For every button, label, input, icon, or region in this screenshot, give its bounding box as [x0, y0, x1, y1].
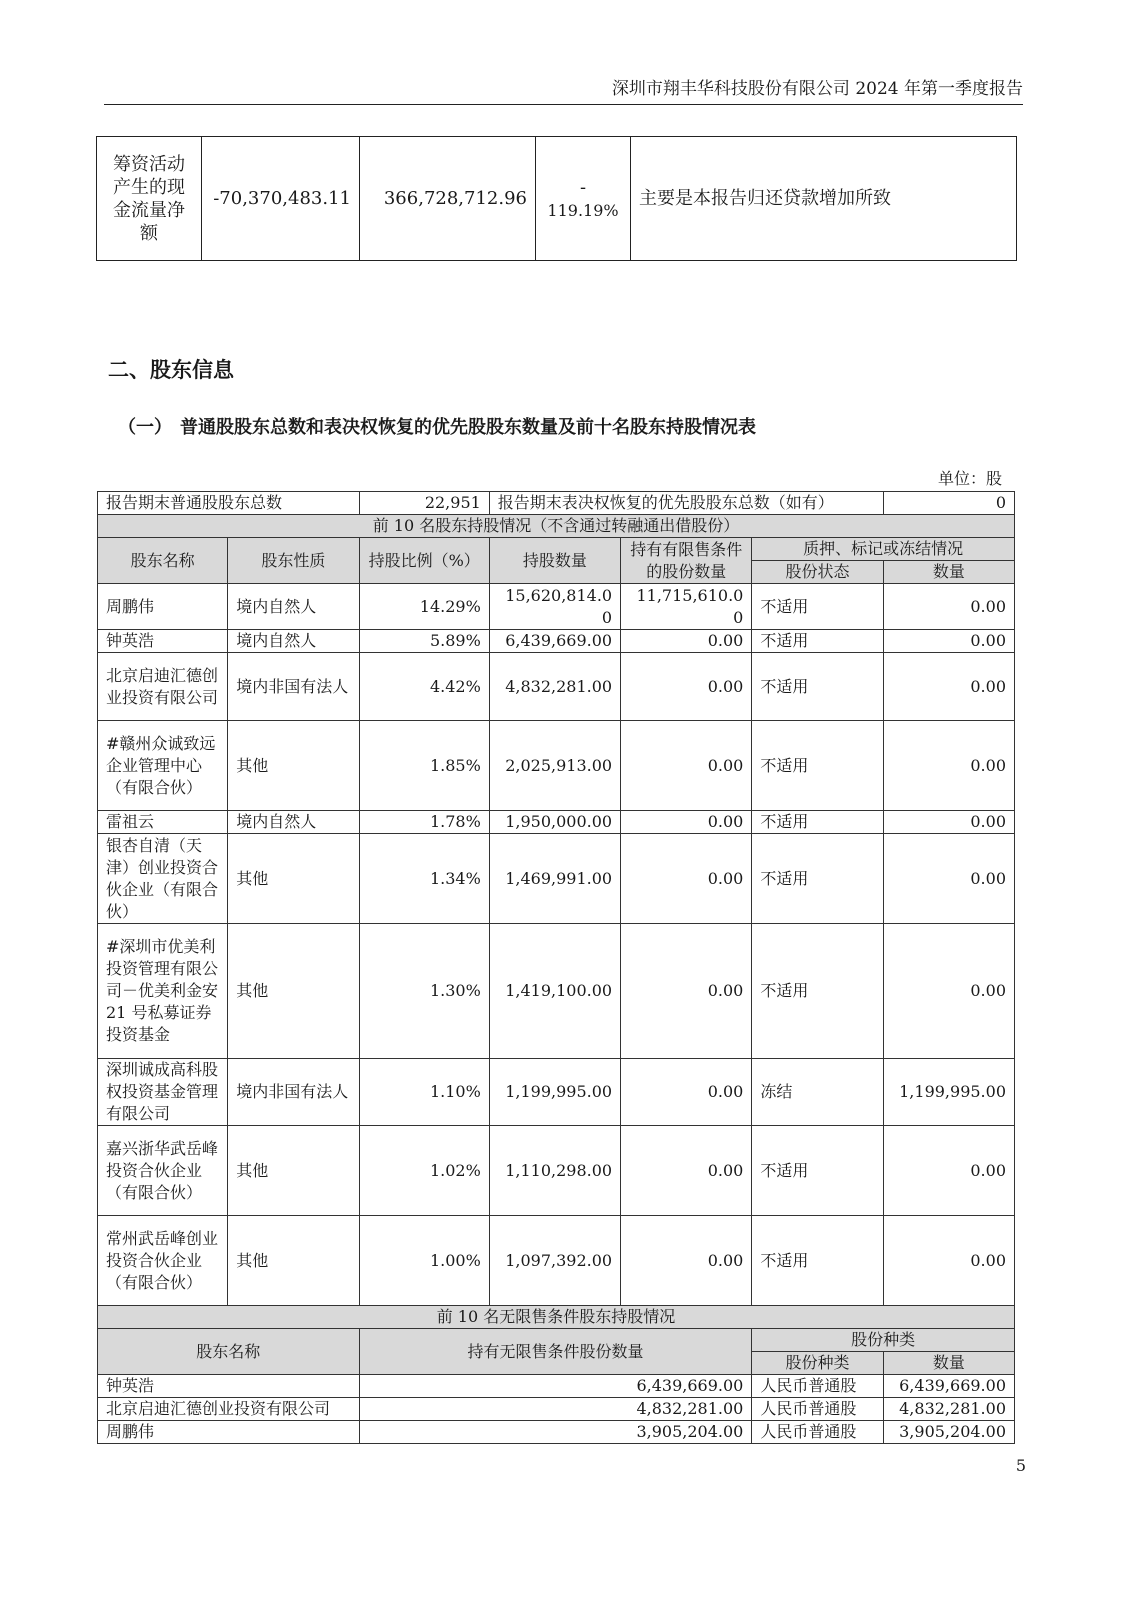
- holder-nature: 境内自然人: [228, 811, 359, 834]
- holder-qty: 0.00: [883, 834, 1014, 924]
- shareholder-table: [97, 491, 1015, 1444]
- table-row: [98, 1306, 1015, 1329]
- holder-name: 钟英浩: [98, 630, 228, 653]
- table-row: [98, 653, 1015, 721]
- col-header-restricted: 持有有限售条件的股份数量: [621, 538, 752, 584]
- holder-restricted: 0.00: [621, 834, 752, 924]
- col-header-shares: 持股数量: [489, 538, 620, 584]
- holder-shares: 1,199,995.00: [489, 1059, 620, 1126]
- holder-shares: 6,439,669.00: [359, 1375, 752, 1398]
- table-row: [98, 1329, 1015, 1352]
- pref-holders-value: 0: [883, 492, 1014, 515]
- holder-nature: 境内非国有法人: [228, 653, 359, 721]
- holder-status: 不适用: [752, 630, 883, 653]
- holder-restricted: 0.00: [621, 721, 752, 811]
- col-header-pledge: 质押、标记或冻结情况: [752, 538, 1015, 561]
- holder-nature: 境内自然人: [228, 584, 359, 630]
- holder-share-type: 人民币普通股: [752, 1398, 883, 1421]
- table-row: [97, 137, 1017, 261]
- col-header-qty: 数量: [883, 1352, 1014, 1375]
- holder-restricted: 11,715,610.00: [621, 584, 752, 630]
- holder-ratio: 1.85%: [359, 721, 489, 811]
- table-row: [98, 515, 1015, 538]
- holder-shares: 3,905,204.00: [359, 1421, 752, 1444]
- col-header-name: 股东名称: [98, 538, 228, 584]
- holder-share-type: 人民币普通股: [752, 1375, 883, 1398]
- holder-shares: 4,832,281.00: [489, 653, 620, 721]
- cashflow-current: -70,370,483.11: [202, 137, 360, 261]
- holder-qty: 0.00: [883, 721, 1014, 811]
- col-header-type: 股份种类: [752, 1352, 883, 1375]
- common-holders-label: 报告期末普通股股东总数: [98, 492, 360, 515]
- table-row: [98, 1398, 1015, 1421]
- holder-qty: 0.00: [883, 653, 1014, 721]
- table-row: [98, 630, 1015, 653]
- holder-restricted: 0.00: [621, 811, 752, 834]
- holder-ratio: 1.00%: [359, 1216, 489, 1306]
- holder-qty: 0.00: [883, 584, 1014, 630]
- holder-shares: 15,620,814.00: [489, 584, 620, 630]
- holder-qty: 0.00: [883, 811, 1014, 834]
- holder-nature: 境内自然人: [228, 630, 359, 653]
- holder-qty: 6,439,669.00: [883, 1375, 1014, 1398]
- holder-qty: 4,832,281.00: [883, 1398, 1014, 1421]
- holder-status: 不适用: [752, 653, 883, 721]
- holder-nature: 其他: [228, 834, 359, 924]
- col-header-status: 股份状态: [752, 561, 883, 584]
- holder-qty: 1,199,995.00: [883, 1059, 1014, 1126]
- top10-title: 前 10 名股东持股情况（不含通过转融通出借股份）: [98, 515, 1015, 538]
- holder-nature: 其他: [228, 1216, 359, 1306]
- holder-name: 银杏自清（天津）创业投资合伙企业（有限合伙）: [98, 834, 228, 924]
- page-number: 5: [1015, 1456, 1026, 1475]
- holder-status: 不适用: [752, 924, 883, 1059]
- cashflow-item: 筹资活动产生的现金流量净额: [97, 137, 202, 261]
- holder-status: 不适用: [752, 1126, 883, 1216]
- holder-nature: 其他: [228, 924, 359, 1059]
- holder-qty: 3,905,204.00: [883, 1421, 1014, 1444]
- holder-name: 钟英浩: [98, 1375, 360, 1398]
- holder-status: 不适用: [752, 721, 883, 811]
- change-sign: -: [579, 176, 587, 198]
- table-row: [98, 584, 1015, 630]
- holder-shares: 1,469,991.00: [489, 834, 620, 924]
- holder-share-type: 人民币普通股: [752, 1421, 883, 1444]
- holder-ratio: 14.29%: [359, 584, 489, 630]
- table-row: [98, 811, 1015, 834]
- subsection-number: （一）: [118, 417, 172, 438]
- holder-restricted: 0.00: [621, 630, 752, 653]
- cashflow-table: [96, 136, 1017, 261]
- holder-shares: 1,950,000.00: [489, 811, 620, 834]
- table-row: [98, 1421, 1015, 1444]
- holder-name: 常州武岳峰创业投资合伙企业（有限合伙）: [98, 1216, 228, 1306]
- col-header-name: 股东名称: [98, 1329, 360, 1375]
- col-header-nature: 股东性质: [228, 538, 359, 584]
- table-row: [98, 1126, 1015, 1216]
- holder-name: #深圳市优美利投资管理有限公司－优美利金安 21 号私募证券投资基金: [98, 924, 228, 1059]
- table-row: [98, 721, 1015, 811]
- holder-name: 嘉兴浙华武岳峰投资合伙企业（有限合伙）: [98, 1126, 228, 1216]
- table-row: [98, 1375, 1015, 1398]
- holder-status: 冻结: [752, 1059, 883, 1126]
- page-header: [104, 78, 1023, 105]
- holder-restricted: 0.00: [621, 1059, 752, 1126]
- holder-status: 不适用: [752, 1216, 883, 1306]
- holder-nature: 境内非国有法人: [228, 1059, 359, 1126]
- holder-restricted: 0.00: [621, 653, 752, 721]
- common-holders-value: 22,951: [359, 492, 489, 515]
- holder-ratio: 1.34%: [359, 834, 489, 924]
- holder-shares: 6,439,669.00: [489, 630, 620, 653]
- table-row: [98, 834, 1015, 924]
- change-value: 119.19%: [547, 200, 619, 220]
- table-row: [98, 492, 1015, 515]
- holder-nature: 其他: [228, 721, 359, 811]
- holder-ratio: 4.42%: [359, 653, 489, 721]
- table-row: [98, 1216, 1015, 1306]
- unit-label: 单位：股: [937, 469, 1002, 488]
- holder-nature: 其他: [228, 1126, 359, 1216]
- col-header-ratio: 持股比例（%）: [359, 538, 489, 584]
- report-title: 深圳市翔丰华科技股份有限公司 2024 年第一季度报告: [611, 79, 1023, 99]
- holder-qty: 0.00: [883, 1216, 1014, 1306]
- cashflow-prior: 366,728,712.96: [360, 137, 536, 261]
- holder-ratio: 1.10%: [359, 1059, 489, 1126]
- holder-name: 周鹏伟: [98, 1421, 360, 1444]
- holder-ratio: 1.78%: [359, 811, 489, 834]
- holder-restricted: 0.00: [621, 1126, 752, 1216]
- subsection-text: 普通股股东总数和表决权恢复的优先股股东数量及前十名股东持股情况表: [180, 417, 756, 438]
- holder-ratio: 1.30%: [359, 924, 489, 1059]
- holder-ratio: 1.02%: [359, 1126, 489, 1216]
- table-row: [98, 924, 1015, 1059]
- holder-name: 雷祖云: [98, 811, 228, 834]
- holder-qty: 0.00: [883, 630, 1014, 653]
- cashflow-change: [536, 137, 631, 261]
- pref-holders-label: 报告期末表决权恢复的优先股股东总数（如有）: [489, 492, 883, 515]
- section-title: 二、股东信息: [108, 357, 234, 382]
- holder-ratio: 5.89%: [359, 630, 489, 653]
- col-header-qty: 数量: [883, 561, 1014, 584]
- holder-name: 北京启迪汇德创业投资有限公司: [98, 1398, 360, 1421]
- cashflow-reason: 主要是本报告归还贷款增加所致: [631, 137, 1017, 261]
- holder-name: 北京启迪汇德创业投资有限公司: [98, 653, 228, 721]
- holder-shares: 1,419,100.00: [489, 924, 620, 1059]
- holder-qty: 0.00: [883, 1126, 1014, 1216]
- holder-restricted: 0.00: [621, 1216, 752, 1306]
- unrestricted-title: 前 10 名无限售条件股东持股情况: [98, 1306, 1015, 1329]
- holder-shares: 1,110,298.00: [489, 1126, 620, 1216]
- holder-restricted: 0.00: [621, 924, 752, 1059]
- col-header-kind: 股份种类: [752, 1329, 1015, 1352]
- holder-shares: 4,832,281.00: [359, 1398, 752, 1421]
- holder-name: 深圳诚成高科股权投资基金管理有限公司: [98, 1059, 228, 1126]
- table-row: [98, 1059, 1015, 1126]
- holder-shares: 1,097,392.00: [489, 1216, 620, 1306]
- holder-name: 周鹏伟: [98, 584, 228, 630]
- holder-qty: 0.00: [883, 924, 1014, 1059]
- holder-status: 不适用: [752, 811, 883, 834]
- holder-name: #赣州众诚致远企业管理中心（有限合伙）: [98, 721, 228, 811]
- holder-status: 不适用: [752, 834, 883, 924]
- holder-shares: 2,025,913.00: [489, 721, 620, 811]
- table-row: [98, 538, 1015, 561]
- subsection-title: [118, 413, 756, 439]
- holder-status: 不适用: [752, 584, 883, 630]
- col-header-unrestricted-shares: 持有无限售条件股份数量: [359, 1329, 752, 1375]
